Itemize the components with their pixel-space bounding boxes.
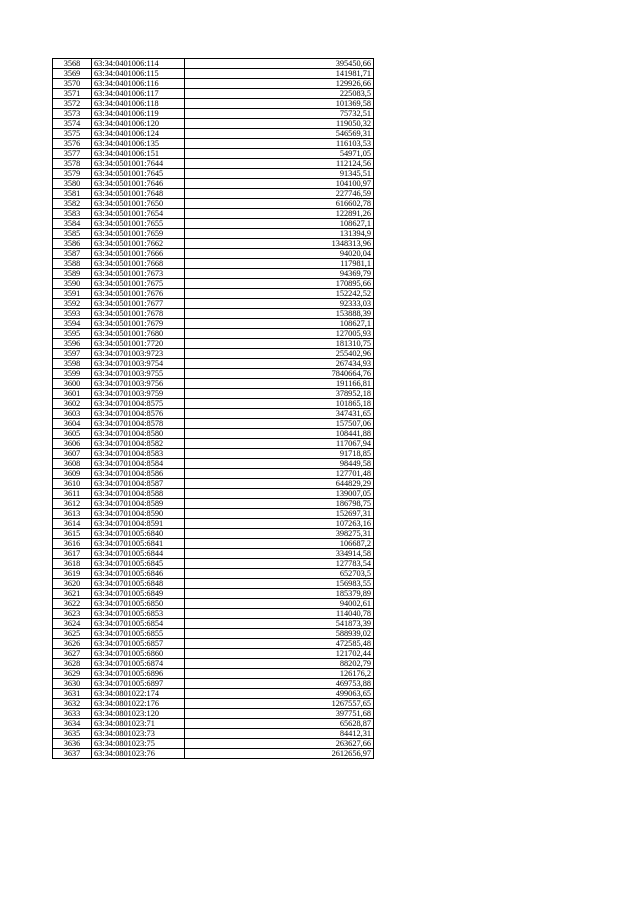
table-row xyxy=(53,579,374,589)
row-number-cell: 3568 xyxy=(53,59,92,69)
row-number-cell: 3621 xyxy=(53,589,92,599)
table-row xyxy=(53,459,374,469)
table-row xyxy=(53,99,374,109)
cadastral-value-cell: 122891,26 xyxy=(185,209,374,219)
table-row xyxy=(53,239,374,249)
cadastral-number-cell: 63:34:0701005:6840 xyxy=(92,529,185,539)
table-row xyxy=(53,279,374,289)
table-row xyxy=(53,79,374,89)
table-row xyxy=(53,679,374,689)
table-row xyxy=(53,369,374,379)
cadastral-number-cell: 63:34:0801022:174 xyxy=(92,689,185,699)
cadastral-number-cell: 63:34:0701004:8591 xyxy=(92,519,185,529)
table-row xyxy=(53,119,374,129)
table-row xyxy=(53,309,374,319)
cadastral-number-cell: 63:34:0801023:73 xyxy=(92,729,185,739)
cadastral-number-cell: 63:34:0501001:7680 xyxy=(92,329,185,339)
cadastral-number-cell: 63:34:0501001:7668 xyxy=(92,259,185,269)
table-row xyxy=(53,379,374,389)
table-row xyxy=(53,559,374,569)
cadastral-value-cell: 546569,31 xyxy=(185,129,374,139)
cadastral-number-cell: 63:34:0501001:7673 xyxy=(92,269,185,279)
cadastral-number-cell: 63:34:0701003:9759 xyxy=(92,389,185,399)
cadastral-number-cell: 63:34:0401006:151 xyxy=(92,149,185,159)
cadastral-number-cell: 63:34:0701005:6845 xyxy=(92,559,185,569)
cadastral-number-cell: 63:34:0501001:7678 xyxy=(92,309,185,319)
row-number-cell: 3630 xyxy=(53,679,92,689)
cadastral-value-cell: 652703,5 xyxy=(185,569,374,579)
cadastral-value-cell: 2612656,97 xyxy=(185,749,374,759)
cadastral-value-cell: 117981,1 xyxy=(185,259,374,269)
table-row xyxy=(53,329,374,339)
row-number-cell: 3600 xyxy=(53,379,92,389)
cadastral-value-cell: 127005,93 xyxy=(185,329,374,339)
table-row xyxy=(53,349,374,359)
row-number-cell: 3601 xyxy=(53,389,92,399)
cadastral-value-cell: 117067,94 xyxy=(185,439,374,449)
cadastral-value-cell: 88202,79 xyxy=(185,659,374,669)
cadastral-value-cell: 153888,39 xyxy=(185,309,374,319)
table-row xyxy=(53,179,374,189)
row-number-cell: 3572 xyxy=(53,99,92,109)
table-row xyxy=(53,419,374,429)
row-number-cell: 3599 xyxy=(53,369,92,379)
table-row xyxy=(53,359,374,369)
table-row xyxy=(53,739,374,749)
table-row xyxy=(53,189,374,199)
table-row xyxy=(53,529,374,539)
cadastral-number-cell: 63:34:0701004:8575 xyxy=(92,399,185,409)
row-number-cell: 3631 xyxy=(53,689,92,699)
cadastral-number-cell: 63:34:0801023:120 xyxy=(92,709,185,719)
table-row xyxy=(53,709,374,719)
cadastral-value-cell: 181310,75 xyxy=(185,339,374,349)
row-number-cell: 3576 xyxy=(53,139,92,149)
table-row xyxy=(53,59,374,69)
cadastral-number-cell: 63:34:0701005:6855 xyxy=(92,629,185,639)
table-body xyxy=(53,59,374,759)
row-number-cell: 3634 xyxy=(53,719,92,729)
row-number-cell: 3585 xyxy=(53,229,92,239)
table-row xyxy=(53,269,374,279)
row-number-cell: 3620 xyxy=(53,579,92,589)
table-row xyxy=(53,479,374,489)
table-row xyxy=(53,409,374,419)
cadastral-value-cell: 107263,16 xyxy=(185,519,374,529)
cadastral-number-cell: 63:34:0701004:8590 xyxy=(92,509,185,519)
cadastral-number-cell: 63:34:0701005:6874 xyxy=(92,659,185,669)
row-number-cell: 3627 xyxy=(53,649,92,659)
table-row xyxy=(53,499,374,509)
table-row xyxy=(53,399,374,409)
cadastral-value-cell: 378952,18 xyxy=(185,389,374,399)
table-row xyxy=(53,429,374,439)
table-row xyxy=(53,469,374,479)
row-number-cell: 3602 xyxy=(53,399,92,409)
cadastral-number-cell: 63:34:0501001:7666 xyxy=(92,249,185,259)
table-row xyxy=(53,629,374,639)
cadastral-value-cell: 112124,56 xyxy=(185,159,374,169)
row-number-cell: 3613 xyxy=(53,509,92,519)
row-number-cell: 3586 xyxy=(53,239,92,249)
cadastral-number-cell: 63:34:0501001:7720 xyxy=(92,339,185,349)
row-number-cell: 3625 xyxy=(53,629,92,639)
cadastral-value-cell: 121702,44 xyxy=(185,649,374,659)
cadastral-value-cell: 152697,31 xyxy=(185,509,374,519)
table-row xyxy=(53,449,374,459)
cadastral-value-cell: 106687,2 xyxy=(185,539,374,549)
cadastral-value-cell: 157507,06 xyxy=(185,419,374,429)
cadastral-number-cell: 63:34:0401006:119 xyxy=(92,109,185,119)
cadastral-value-cell: 334914,58 xyxy=(185,549,374,559)
row-number-cell: 3592 xyxy=(53,299,92,309)
row-number-cell: 3626 xyxy=(53,639,92,649)
row-number-cell: 3589 xyxy=(53,269,92,279)
cadastral-number-cell: 63:34:0501001:7650 xyxy=(92,199,185,209)
cadastral-number-cell: 63:34:0501001:7677 xyxy=(92,299,185,309)
cadastral-value-cell: 139007,05 xyxy=(185,489,374,499)
row-number-cell: 3580 xyxy=(53,179,92,189)
row-number-cell: 3594 xyxy=(53,319,92,329)
cadastral-value-cell: 126176,2 xyxy=(185,669,374,679)
table-row xyxy=(53,249,374,259)
row-number-cell: 3619 xyxy=(53,569,92,579)
cadastral-number-cell: 63:34:0801023:71 xyxy=(92,719,185,729)
spreadsheet-page xyxy=(52,58,373,759)
table-row xyxy=(53,649,374,659)
row-number-cell: 3582 xyxy=(53,199,92,209)
cadastral-number-cell: 63:34:0701003:9723 xyxy=(92,349,185,359)
row-number-cell: 3574 xyxy=(53,119,92,129)
cadastral-value-cell: 91718,85 xyxy=(185,449,374,459)
row-number-cell: 3609 xyxy=(53,469,92,479)
row-number-cell: 3569 xyxy=(53,69,92,79)
cadastral-number-cell: 63:34:0501001:7654 xyxy=(92,209,185,219)
row-number-cell: 3636 xyxy=(53,739,92,749)
table-row xyxy=(53,159,374,169)
table-row xyxy=(53,319,374,329)
cadastral-number-cell: 63:34:0701005:6860 xyxy=(92,649,185,659)
table-row xyxy=(53,149,374,159)
table-row xyxy=(53,259,374,269)
row-number-cell: 3615 xyxy=(53,529,92,539)
cadastral-number-cell: 63:34:0701005:6854 xyxy=(92,619,185,629)
cadastral-value-cell: 397751,68 xyxy=(185,709,374,719)
cadastral-value-cell: 347431,65 xyxy=(185,409,374,419)
cadastral-value-table xyxy=(52,58,374,759)
table-row xyxy=(53,589,374,599)
row-number-cell: 3571 xyxy=(53,89,92,99)
cadastral-number-cell: 63:34:0501001:7645 xyxy=(92,169,185,179)
row-number-cell: 3587 xyxy=(53,249,92,259)
cadastral-value-cell: 588939,02 xyxy=(185,629,374,639)
cadastral-value-cell: 101369,58 xyxy=(185,99,374,109)
row-number-cell: 3583 xyxy=(53,209,92,219)
table-row xyxy=(53,439,374,449)
cadastral-number-cell: 63:34:0401006:114 xyxy=(92,59,185,69)
table-row xyxy=(53,549,374,559)
cadastral-value-cell: 127783,54 xyxy=(185,559,374,569)
cadastral-value-cell: 114040,78 xyxy=(185,609,374,619)
row-number-cell: 3618 xyxy=(53,559,92,569)
table-row xyxy=(53,109,374,119)
cadastral-number-cell: 63:34:0501001:7675 xyxy=(92,279,185,289)
table-row xyxy=(53,659,374,669)
cadastral-number-cell: 63:34:0501001:7648 xyxy=(92,189,185,199)
cadastral-value-cell: 267434,93 xyxy=(185,359,374,369)
cadastral-value-cell: 499063,65 xyxy=(185,689,374,699)
row-number-cell: 3579 xyxy=(53,169,92,179)
cadastral-value-cell: 472585,48 xyxy=(185,639,374,649)
cadastral-value-cell: 127701,48 xyxy=(185,469,374,479)
cadastral-value-cell: 469753,88 xyxy=(185,679,374,689)
cadastral-number-cell: 63:34:0701005:6849 xyxy=(92,589,185,599)
row-number-cell: 3607 xyxy=(53,449,92,459)
cadastral-value-cell: 116103,53 xyxy=(185,139,374,149)
cadastral-number-cell: 63:34:0501001:7646 xyxy=(92,179,185,189)
row-number-cell: 3588 xyxy=(53,259,92,269)
cadastral-number-cell: 63:34:0701005:6841 xyxy=(92,539,185,549)
cadastral-value-cell: 101865,18 xyxy=(185,399,374,409)
cadastral-value-cell: 104100,97 xyxy=(185,179,374,189)
table-row xyxy=(53,569,374,579)
cadastral-number-cell: 63:34:0701004:8578 xyxy=(92,419,185,429)
cadastral-value-cell: 65628,87 xyxy=(185,719,374,729)
table-row xyxy=(53,209,374,219)
cadastral-number-cell: 63:34:0701003:9755 xyxy=(92,369,185,379)
cadastral-value-cell: 185379,89 xyxy=(185,589,374,599)
table-row xyxy=(53,89,374,99)
cadastral-value-cell: 541873,39 xyxy=(185,619,374,629)
row-number-cell: 3605 xyxy=(53,429,92,439)
cadastral-number-cell: 63:34:0501001:7659 xyxy=(92,229,185,239)
cadastral-value-cell: 395450,66 xyxy=(185,59,374,69)
row-number-cell: 3612 xyxy=(53,499,92,509)
cadastral-number-cell: 63:34:0401006:115 xyxy=(92,69,185,79)
cadastral-value-cell: 94369,79 xyxy=(185,269,374,279)
table-row xyxy=(53,299,374,309)
table-row xyxy=(53,139,374,149)
row-number-cell: 3575 xyxy=(53,129,92,139)
cadastral-number-cell: 63:34:0501001:7662 xyxy=(92,239,185,249)
table-row xyxy=(53,689,374,699)
cadastral-value-cell: 1267557,65 xyxy=(185,699,374,709)
table-row xyxy=(53,619,374,629)
cadastral-value-cell: 616602,78 xyxy=(185,199,374,209)
table-row xyxy=(53,229,374,239)
table-row xyxy=(53,489,374,499)
cadastral-number-cell: 63:34:0701005:6844 xyxy=(92,549,185,559)
cadastral-number-cell: 63:34:0801023:75 xyxy=(92,739,185,749)
cadastral-number-cell: 63:34:0701003:9756 xyxy=(92,379,185,389)
cadastral-number-cell: 63:34:0701004:8584 xyxy=(92,459,185,469)
cadastral-number-cell: 63:34:0701004:8580 xyxy=(92,429,185,439)
row-number-cell: 3570 xyxy=(53,79,92,89)
row-number-cell: 3578 xyxy=(53,159,92,169)
cadastral-value-cell: 108627,1 xyxy=(185,319,374,329)
cadastral-number-cell: 63:34:0701004:8582 xyxy=(92,439,185,449)
cadastral-value-cell: 92333,03 xyxy=(185,299,374,309)
row-number-cell: 3584 xyxy=(53,219,92,229)
row-number-cell: 3616 xyxy=(53,539,92,549)
cadastral-number-cell: 63:34:0701003:9754 xyxy=(92,359,185,369)
row-number-cell: 3603 xyxy=(53,409,92,419)
table-row xyxy=(53,169,374,179)
cadastral-value-cell: 129926,66 xyxy=(185,79,374,89)
row-number-cell: 3591 xyxy=(53,289,92,299)
cadastral-number-cell: 63:34:0701005:6848 xyxy=(92,579,185,589)
cadastral-number-cell: 63:34:0701004:8588 xyxy=(92,489,185,499)
row-number-cell: 3596 xyxy=(53,339,92,349)
table-row xyxy=(53,339,374,349)
row-number-cell: 3614 xyxy=(53,519,92,529)
row-number-cell: 3628 xyxy=(53,659,92,669)
cadastral-value-cell: 141981,71 xyxy=(185,69,374,79)
row-number-cell: 3597 xyxy=(53,349,92,359)
row-number-cell: 3629 xyxy=(53,669,92,679)
row-number-cell: 3622 xyxy=(53,599,92,609)
table-row xyxy=(53,599,374,609)
cadastral-value-cell: 170895,66 xyxy=(185,279,374,289)
cadastral-number-cell: 63:34:0401006:124 xyxy=(92,129,185,139)
row-number-cell: 3623 xyxy=(53,609,92,619)
cadastral-value-cell: 398275,31 xyxy=(185,529,374,539)
row-number-cell: 3632 xyxy=(53,699,92,709)
cadastral-number-cell: 63:34:0701005:6857 xyxy=(92,639,185,649)
row-number-cell: 3633 xyxy=(53,709,92,719)
table-row xyxy=(53,539,374,549)
row-number-cell: 3573 xyxy=(53,109,92,119)
cadastral-value-cell: 75732,51 xyxy=(185,109,374,119)
cadastral-value-cell: 191166,81 xyxy=(185,379,374,389)
cadastral-number-cell: 63:34:0701004:8583 xyxy=(92,449,185,459)
cadastral-value-cell: 227746,59 xyxy=(185,189,374,199)
row-number-cell: 3635 xyxy=(53,729,92,739)
cadastral-number-cell: 63:34:0701004:8576 xyxy=(92,409,185,419)
cadastral-number-cell: 63:34:0701005:6846 xyxy=(92,569,185,579)
cadastral-value-cell: 1348313,96 xyxy=(185,239,374,249)
row-number-cell: 3608 xyxy=(53,459,92,469)
cadastral-value-cell: 54971,05 xyxy=(185,149,374,159)
row-number-cell: 3598 xyxy=(53,359,92,369)
table-row xyxy=(53,219,374,229)
table-row xyxy=(53,519,374,529)
cadastral-value-cell: 644829,29 xyxy=(185,479,374,489)
cadastral-value-cell: 108441,88 xyxy=(185,429,374,439)
row-number-cell: 3617 xyxy=(53,549,92,559)
cadastral-number-cell: 63:34:0401006:117 xyxy=(92,89,185,99)
table-row xyxy=(53,509,374,519)
cadastral-number-cell: 63:34:0401006:135 xyxy=(92,139,185,149)
cadastral-value-cell: 91345,51 xyxy=(185,169,374,179)
row-number-cell: 3604 xyxy=(53,419,92,429)
row-number-cell: 3590 xyxy=(53,279,92,289)
cadastral-value-cell: 94002,61 xyxy=(185,599,374,609)
table-row xyxy=(53,639,374,649)
cadastral-value-cell: 186798,75 xyxy=(185,499,374,509)
table-row xyxy=(53,289,374,299)
row-number-cell: 3595 xyxy=(53,329,92,339)
cadastral-number-cell: 63:34:0501001:7644 xyxy=(92,159,185,169)
cadastral-number-cell: 63:34:0401006:118 xyxy=(92,99,185,109)
cadastral-number-cell: 63:34:0801023:76 xyxy=(92,749,185,759)
cadastral-value-cell: 7840664,76 xyxy=(185,369,374,379)
cadastral-number-cell: 63:34:0701005:6853 xyxy=(92,609,185,619)
row-number-cell: 3577 xyxy=(53,149,92,159)
row-number-cell: 3637 xyxy=(53,749,92,759)
table-row xyxy=(53,669,374,679)
cadastral-number-cell: 63:34:0501001:7679 xyxy=(92,319,185,329)
cadastral-number-cell: 63:34:0501001:7655 xyxy=(92,219,185,229)
cadastral-value-cell: 108627,1 xyxy=(185,219,374,229)
table-row xyxy=(53,749,374,759)
cadastral-value-cell: 156983,55 xyxy=(185,579,374,589)
cadastral-value-cell: 119050,32 xyxy=(185,119,374,129)
row-number-cell: 3581 xyxy=(53,189,92,199)
cadastral-value-cell: 98449,58 xyxy=(185,459,374,469)
cadastral-number-cell: 63:34:0701005:6850 xyxy=(92,599,185,609)
row-number-cell: 3624 xyxy=(53,619,92,629)
cadastral-value-cell: 255402,96 xyxy=(185,349,374,359)
table-row xyxy=(53,699,374,709)
table-row xyxy=(53,389,374,399)
cadastral-number-cell: 63:34:0701004:8587 xyxy=(92,479,185,489)
cadastral-value-cell: 263627,66 xyxy=(185,739,374,749)
cadastral-number-cell: 63:34:0701005:6896 xyxy=(92,669,185,679)
table-row xyxy=(53,729,374,739)
cadastral-number-cell: 63:34:0701005:6897 xyxy=(92,679,185,689)
cadastral-number-cell: 63:34:0401006:120 xyxy=(92,119,185,129)
table-row xyxy=(53,129,374,139)
cadastral-number-cell: 63:34:0401006:116 xyxy=(92,79,185,89)
cadastral-value-cell: 94020,04 xyxy=(185,249,374,259)
row-number-cell: 3611 xyxy=(53,489,92,499)
cadastral-number-cell: 63:34:0701004:8586 xyxy=(92,469,185,479)
table-row xyxy=(53,199,374,209)
cadastral-value-cell: 84412,31 xyxy=(185,729,374,739)
cadastral-number-cell: 63:34:0801022:176 xyxy=(92,699,185,709)
table-row xyxy=(53,69,374,79)
cadastral-number-cell: 63:34:0701004:8589 xyxy=(92,499,185,509)
table-row xyxy=(53,719,374,729)
row-number-cell: 3606 xyxy=(53,439,92,449)
cadastral-value-cell: 131394,9 xyxy=(185,229,374,239)
cadastral-value-cell: 225083,5 xyxy=(185,89,374,99)
table-row xyxy=(53,609,374,619)
cadastral-number-cell: 63:34:0501001:7676 xyxy=(92,289,185,299)
row-number-cell: 3610 xyxy=(53,479,92,489)
cadastral-value-cell: 152242,52 xyxy=(185,289,374,299)
row-number-cell: 3593 xyxy=(53,309,92,319)
